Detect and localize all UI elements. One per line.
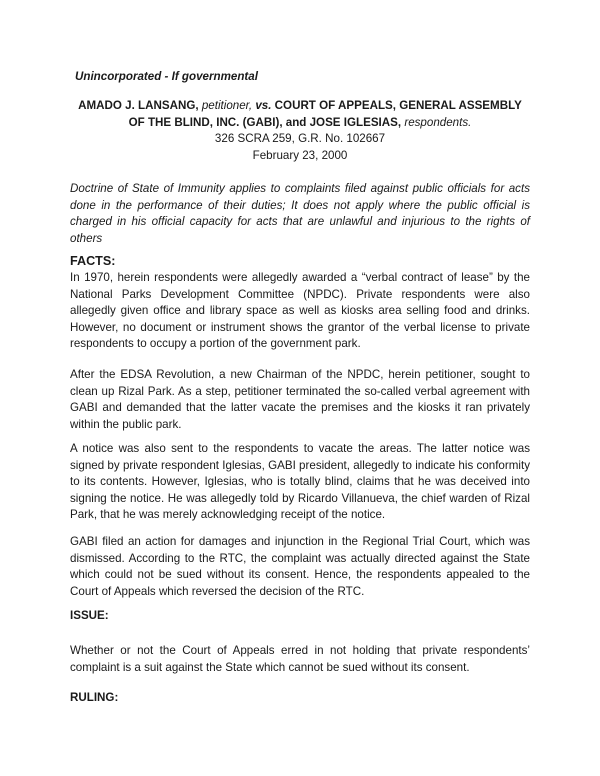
versus: vs. <box>252 99 272 112</box>
heading-note: Unincorporated - If governmental <box>75 70 258 83</box>
petitioner-role: petitioner, <box>198 99 253 112</box>
respondents-line-a: COURT OF APPEALS, GENERAL ASSEMBLY <box>271 99 522 112</box>
facts-paragraph: A notice was also sent to the respondents to vacate the areas. The latter notice was signed by private respondent Iglesias, GABI president, allegedly to indicate his conformity to its contents. However, Iglesias, who is totally blind, claims that he was deceived into signing the notice. He was allegedly told by Ricardo Villanueva, the chief warden of Rizal Park, that he was merely acknowledging receipt of the notice. <box>70 442 530 521</box>
ruling-heading: RULING: <box>70 691 119 704</box>
case-caption <box>60 98 540 164</box>
issue-heading: ISSUE: <box>70 609 109 622</box>
respondents-role: respondents. <box>401 115 472 129</box>
facts-paragraph: In 1970, herein respondents were allegedly awarded a “verbal contract of lease” by the National Parks Development Committee (NPDC). Private respondents were also allegedly given office and library space as well as kiosks area selling food and drinks. However, no document or instrument shows the grantor of the verbal license to private respondents to occupy a portion of the government park. <box>70 271 530 350</box>
facts-paragraph: GABI filed an action for damages and injunction in the Regional Trial Court, which was dismissed. According to the RTC, the complaint was actually directed against the State which could not be sued without its consent. Hence, the respondents appealed to the Court of Appeals which reversed the decision of the RTC. <box>70 535 530 598</box>
caption-parties-line-1 <box>60 98 540 115</box>
facts-heading: FACTS: <box>70 254 116 268</box>
facts-paragraph: After the EDSA Revolution, a new Chairman of the NPDC, herein petitioner, sought to clean up Rizal Park. As a step, petitioner terminated the so-called verbal agreement with GABI and demanded that the latter vacate the premises and the kiosks it ran privately within the public park. <box>70 368 530 431</box>
issue-text: Whether or not the Court of Appeals erred in not holding that private respondents’ complaint is a suit against the State which cannot be sued without its consent. <box>70 644 530 674</box>
caption-parties-line-2 <box>60 115 540 132</box>
respondents-line-b: OF THE BLIND, INC. (GABI), and JOSE IGLESIAS, <box>128 115 402 129</box>
doctrine-summary: Doctrine of State of Immunity applies to complaints filed against public officials for acts done in the performance of their duties; It does not apply where the public official is charged in his official capacity for acts that are unlawful and injurious to the rights of others <box>70 182 530 245</box>
case-date: February 23, 2000 <box>252 148 348 162</box>
petitioner-name: AMADO J. LANSANG, <box>78 99 199 112</box>
case-citation: 326 SCRA 259, G.R. No. 102667 <box>214 132 386 145</box>
